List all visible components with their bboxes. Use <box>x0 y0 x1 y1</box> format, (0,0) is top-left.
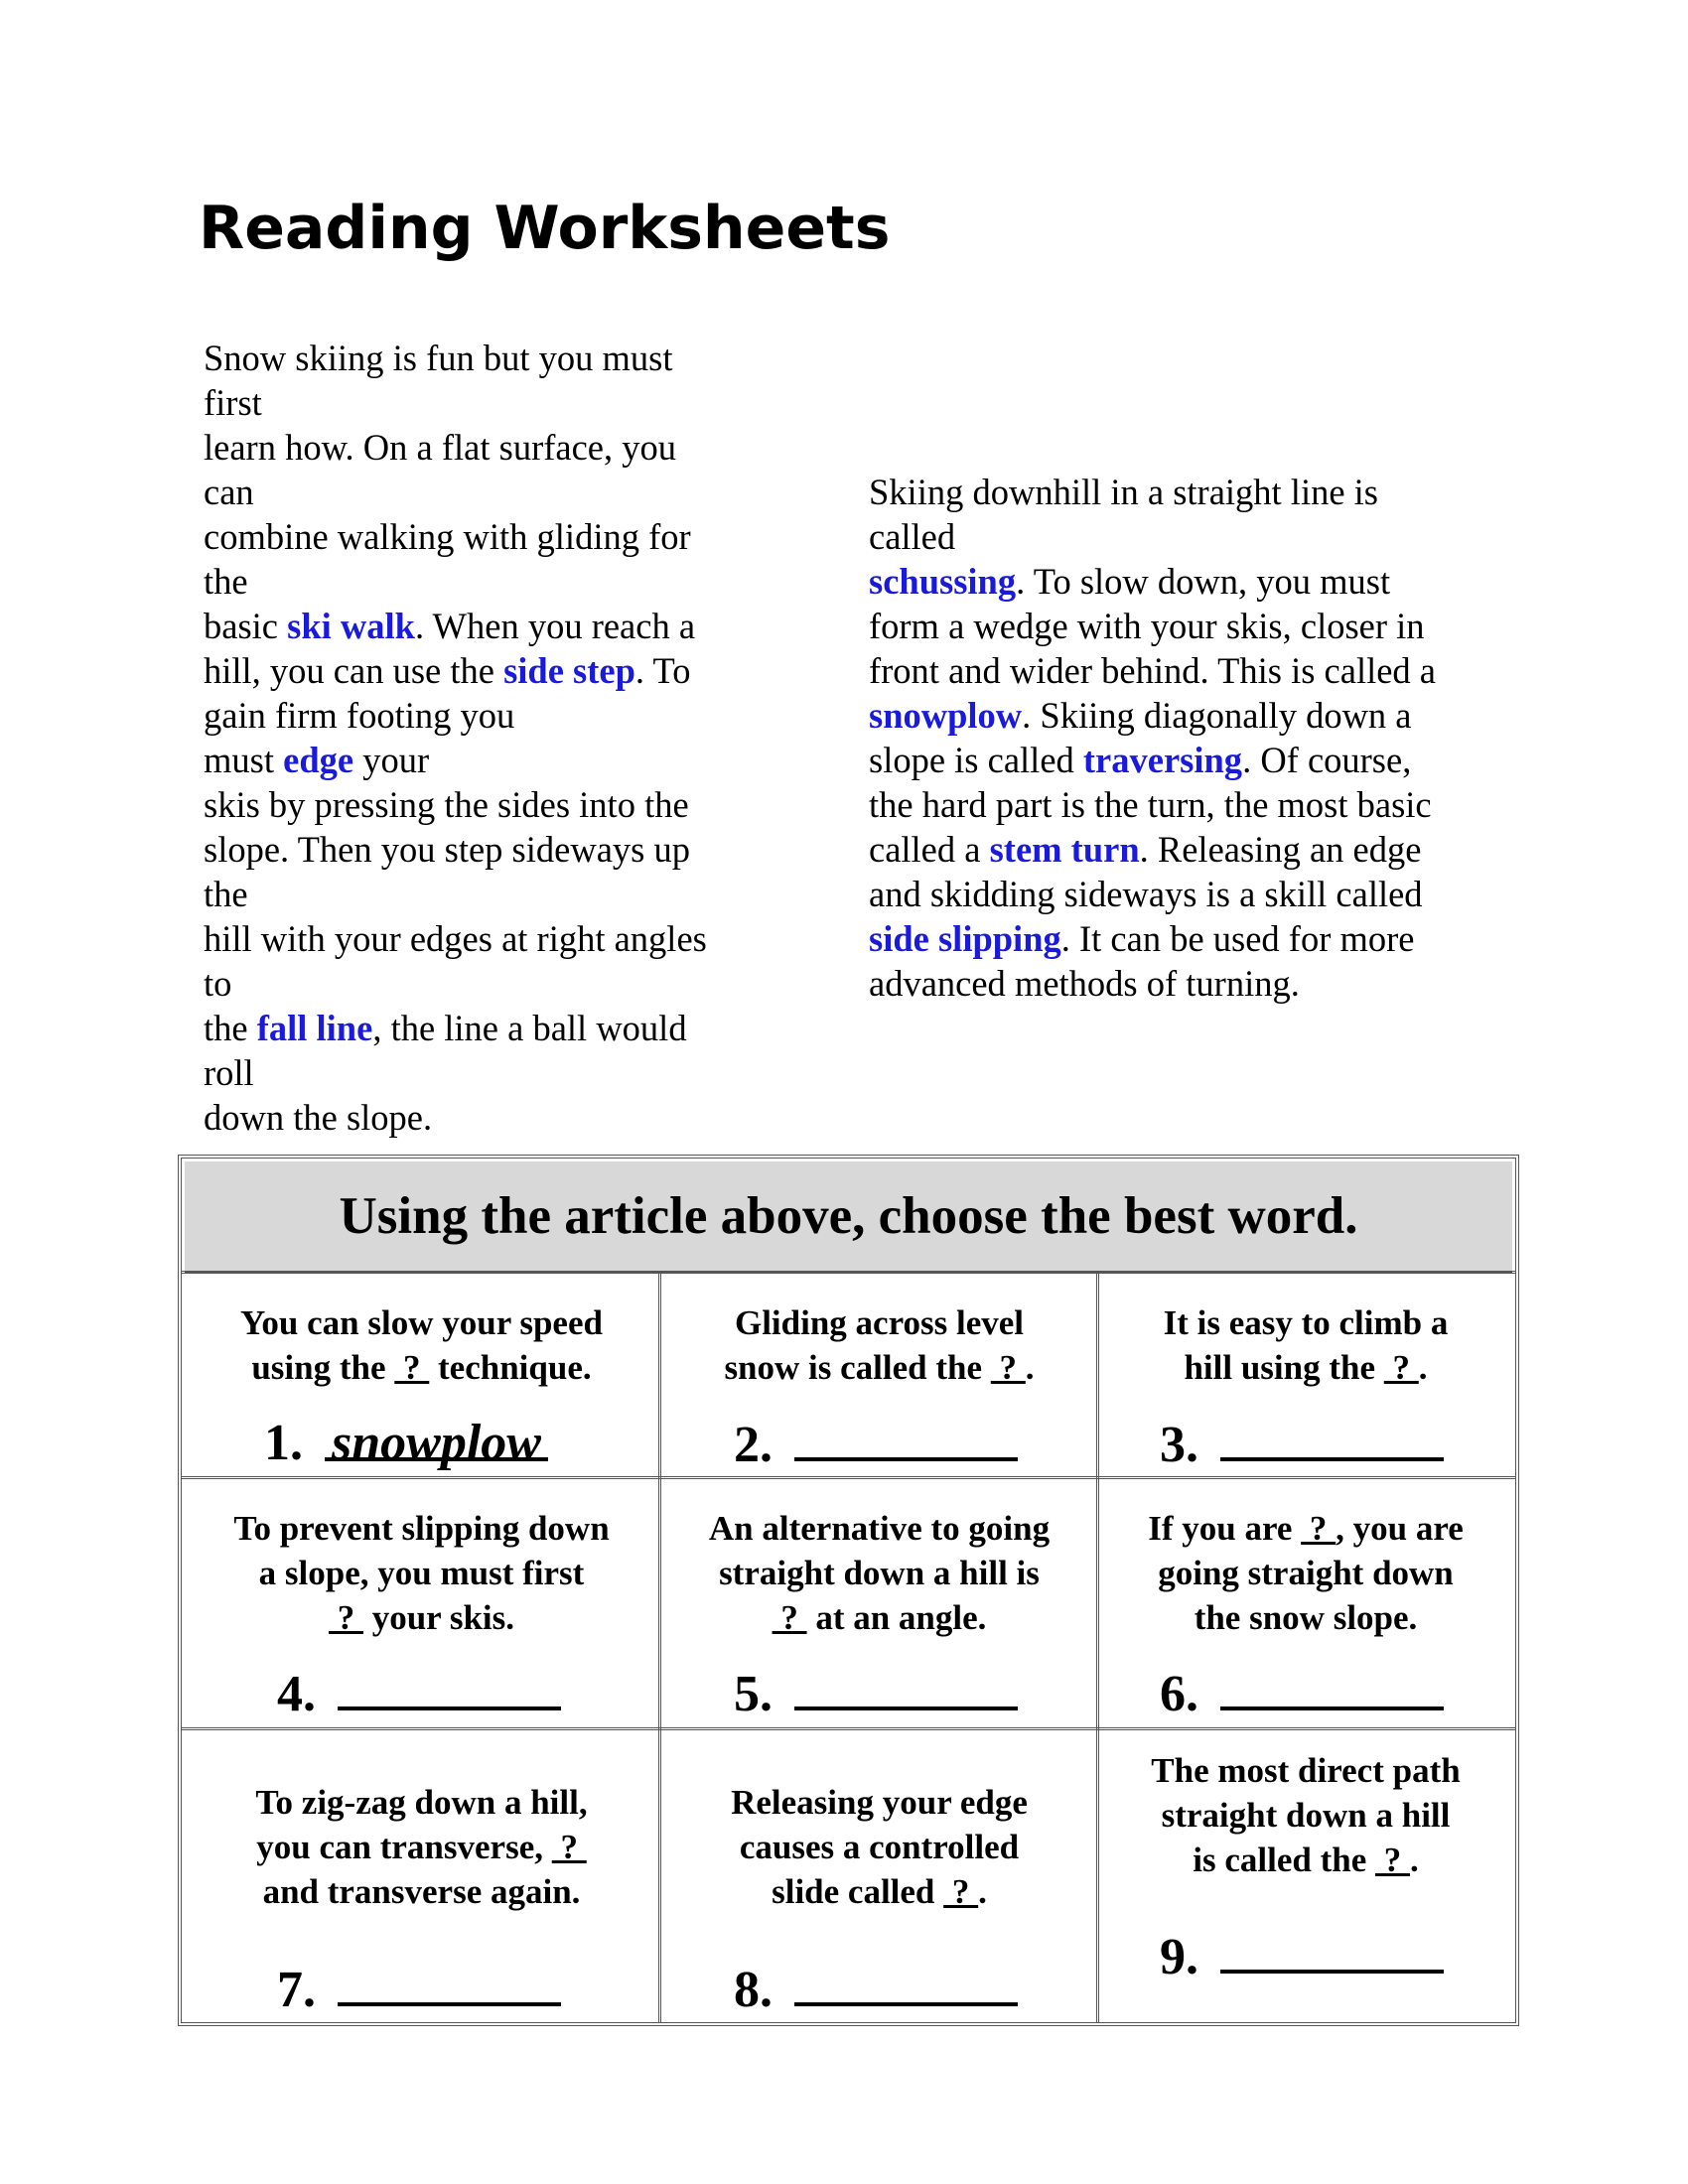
article-text: Skiing downhill in a straight line is <box>869 472 1379 512</box>
article-line <box>204 1095 760 1140</box>
answer-blank[interactable] <box>1220 1414 1444 1461</box>
article-text: . It can be used for more <box>1060 918 1415 959</box>
article-line <box>204 738 760 782</box>
question-fragment: is called the <box>1193 1841 1375 1879</box>
question-fragment: technique. <box>429 1348 592 1387</box>
answer-row <box>734 1959 1018 2020</box>
question-cell <box>662 1479 1096 1727</box>
question-blank: ? <box>1374 1841 1410 1879</box>
article-text: slope. Then you step sideways up <box>204 829 690 870</box>
question-number: 1. <box>264 1415 303 1471</box>
question-fragment: straight down a hill <box>1161 1796 1451 1835</box>
question-fragment: slide called <box>772 1872 944 1911</box>
question-text <box>185 1780 658 1914</box>
article-text: . To slow down, you must <box>1016 561 1391 602</box>
article-text: and skidding sideways is a skill called <box>869 874 1423 914</box>
question-cell <box>662 1730 1096 2022</box>
question-line <box>1100 1838 1511 1882</box>
question-fragment: straight down a hill is <box>719 1554 1040 1592</box>
question-line <box>1100 1595 1511 1640</box>
article-line <box>204 604 760 648</box>
question-blank: ? <box>394 1348 430 1387</box>
question-line <box>662 1345 1096 1390</box>
question-cell <box>662 1274 1096 1476</box>
question-cell <box>185 1730 658 2022</box>
article-line <box>204 872 760 916</box>
article-text: the <box>204 1008 257 1048</box>
article-line <box>869 470 1504 514</box>
answer-blank[interactable] <box>325 1414 548 1471</box>
article-text: . When you reach a <box>414 606 696 646</box>
question-fragment: using the <box>251 1348 395 1387</box>
answer-row <box>1160 1663 1444 1724</box>
answer-row <box>1160 1414 1444 1475</box>
question-fragment: at an angle. <box>806 1598 987 1637</box>
article-text: advanced methods of turning. <box>869 963 1300 1004</box>
answer-row <box>277 1959 561 2020</box>
question-cell <box>185 1479 658 1727</box>
article-line <box>869 961 1504 1006</box>
article-line <box>204 648 760 693</box>
article-text: must <box>204 740 284 780</box>
question-number: 5. <box>734 1666 773 1722</box>
article-text: slope is called <box>869 740 1083 780</box>
article-text: learn how. On a flat surface, you <box>204 427 676 468</box>
article-line <box>204 336 760 380</box>
question-fragment: snow is called the <box>724 1348 991 1387</box>
question-line <box>662 1595 1096 1640</box>
question-fragment: a slope, you must first <box>258 1554 585 1592</box>
article-text: . Releasing an edge <box>1139 829 1422 870</box>
question-blank: ? <box>1301 1509 1336 1548</box>
key-term: ski walk <box>287 606 415 646</box>
article-left-column <box>204 336 760 1140</box>
article-line <box>869 693 1504 738</box>
question-fragment: . <box>978 1872 987 1911</box>
article-line <box>204 380 760 425</box>
article-line <box>204 916 760 961</box>
question-line <box>1100 1748 1511 1793</box>
question-blank: ? <box>551 1828 587 1866</box>
key-term: side step <box>503 650 635 691</box>
question-line <box>662 1300 1096 1345</box>
article-text: front and wider behind. This is called a <box>869 650 1437 691</box>
question-text <box>662 1300 1096 1390</box>
question-number: 4. <box>277 1666 316 1722</box>
article-text: the <box>204 874 248 914</box>
question-fragment: , you are <box>1336 1509 1464 1548</box>
article-text: . To <box>634 650 691 691</box>
answer-row <box>734 1663 1018 1724</box>
question-fragment: . <box>1409 1841 1419 1879</box>
question-fragment: Gliding across level <box>734 1303 1025 1342</box>
question-line <box>1100 1345 1511 1390</box>
question-line <box>185 1595 658 1640</box>
question-blank: ? <box>943 1872 979 1911</box>
question-line <box>185 1506 658 1551</box>
answer-blank[interactable] <box>794 1959 1018 2006</box>
question-line <box>1100 1551 1511 1595</box>
question-fragment: To prevent slipping down <box>233 1509 610 1548</box>
question-fragment: causes a controlled <box>739 1828 1020 1866</box>
article-line <box>204 827 760 872</box>
article-right-column <box>869 470 1504 1006</box>
question-text <box>185 1300 658 1390</box>
question-cell <box>185 1274 658 1476</box>
question-line <box>662 1780 1096 1825</box>
question-cell <box>1100 1730 1511 2022</box>
article-text: can <box>204 472 254 512</box>
question-fragment: the snow slope. <box>1194 1598 1418 1637</box>
question-fragment: . <box>1418 1348 1428 1387</box>
question-number: 9. <box>1160 1929 1198 1985</box>
question-line <box>662 1506 1096 1551</box>
article-line <box>869 514 1504 559</box>
question-fragment: you can transverse, <box>256 1828 552 1866</box>
article-line <box>869 604 1504 648</box>
answer-blank[interactable] <box>338 1663 561 1710</box>
answer-row <box>264 1414 548 1473</box>
key-term: traversing <box>1082 740 1243 780</box>
question-text <box>1100 1748 1511 1882</box>
article-line <box>204 470 760 514</box>
article-text: basic <box>204 606 288 646</box>
question-cell <box>1100 1479 1511 1727</box>
question-number: 2. <box>734 1417 773 1473</box>
grid-divider <box>1096 1271 1099 2022</box>
key-term: schussing <box>869 561 1017 602</box>
question-line <box>185 1345 658 1390</box>
article-text: . Skiing diagonally down a <box>1022 695 1412 736</box>
question-fragment: your skis. <box>362 1598 515 1637</box>
question-cell <box>1100 1274 1511 1476</box>
key-term: edge <box>283 740 354 780</box>
grid-divider <box>658 1271 661 2022</box>
question-text <box>1100 1506 1511 1640</box>
article-text: first <box>204 382 262 423</box>
article-text: roll <box>204 1052 254 1093</box>
question-fragment: You can slow your speed <box>240 1303 603 1342</box>
question-number: 8. <box>734 1962 773 2018</box>
question-blank: ? <box>1383 1348 1419 1387</box>
question-blank: ? <box>772 1598 807 1637</box>
question-text <box>662 1780 1096 1914</box>
question-fragment: and transverse again. <box>262 1872 581 1911</box>
question-text <box>662 1506 1096 1640</box>
page-title: Reading Worksheets <box>199 194 891 263</box>
question-fragment: An alternative to going <box>708 1509 1051 1548</box>
question-line <box>185 1780 658 1825</box>
article-line <box>869 827 1504 872</box>
question-line <box>1100 1793 1511 1838</box>
article-text: down the slope. <box>204 1097 433 1138</box>
article-line <box>204 514 760 559</box>
question-line <box>662 1825 1096 1869</box>
article-text: to <box>204 963 232 1004</box>
article-line <box>204 693 760 738</box>
answer-blank[interactable] <box>794 1663 1018 1710</box>
answer-blank[interactable] <box>338 1959 561 2006</box>
question-number: 3. <box>1160 1417 1198 1473</box>
article-text: skis by pressing the sides into the <box>204 784 689 825</box>
article-text: called <box>869 516 956 557</box>
question-fragment: . <box>1025 1348 1035 1387</box>
article-text: form a wedge with your skis, closer in <box>869 606 1425 646</box>
question-line <box>185 1300 658 1345</box>
question-line <box>1100 1506 1511 1551</box>
key-term: snowplow <box>869 695 1023 736</box>
answer-blank[interactable] <box>1220 1926 1444 1974</box>
article-line <box>204 559 760 604</box>
answer-text: snowplow <box>332 1415 541 1471</box>
answer-blank[interactable] <box>794 1414 1018 1461</box>
question-fragment: Releasing your edge <box>731 1783 1028 1822</box>
question-line <box>662 1551 1096 1595</box>
article-text: the <box>204 561 248 602</box>
article-line <box>204 1050 760 1095</box>
article-text: gain firm footing you <box>204 695 515 736</box>
article-line <box>204 782 760 827</box>
key-term: fall line <box>256 1008 373 1048</box>
article-text: Snow skiing is fun but you must <box>204 338 673 378</box>
question-line <box>185 1551 658 1595</box>
question-fragment: going straight down <box>1158 1554 1454 1592</box>
article-text: called a <box>869 829 990 870</box>
question-number: 7. <box>277 1962 316 2018</box>
article-text: hill, you can use the <box>204 650 504 691</box>
article-text: , the line a ball would <box>372 1008 687 1048</box>
article-line <box>204 425 760 470</box>
question-text <box>185 1506 658 1640</box>
article-text: the hard part is the turn, the most basic <box>869 784 1432 825</box>
article-line <box>869 738 1504 782</box>
article-text: . Of course, <box>1242 740 1412 780</box>
key-term: stem turn <box>989 829 1140 870</box>
question-text <box>1100 1300 1511 1390</box>
article-line <box>869 648 1504 693</box>
article-text: combine walking with gliding for <box>204 516 691 557</box>
question-fragment: It is easy to climb a <box>1163 1303 1449 1342</box>
article-text: your <box>353 740 430 780</box>
question-fragment: The most direct path <box>1151 1751 1461 1790</box>
question-line <box>662 1869 1096 1914</box>
article-line <box>869 559 1504 604</box>
article-text: hill with your edges at right angles <box>204 918 707 959</box>
answer-row <box>734 1414 1018 1475</box>
question-fragment: If you are <box>1148 1509 1302 1548</box>
answer-row <box>1160 1926 1444 1987</box>
question-fragment: To zig-zag down a hill, <box>255 1783 588 1822</box>
article-line <box>869 916 1504 961</box>
quiz-header: Using the article above, choose the best word. <box>185 1161 1512 1273</box>
question-line <box>1100 1300 1511 1345</box>
question-blank: ? <box>328 1598 363 1637</box>
key-term: side slipping <box>869 918 1061 959</box>
question-line <box>185 1869 658 1914</box>
article-line <box>204 961 760 1006</box>
article-line <box>869 872 1504 916</box>
article-line <box>869 782 1504 827</box>
question-number: 6. <box>1160 1666 1198 1722</box>
question-line <box>185 1825 658 1869</box>
answer-row <box>277 1663 561 1724</box>
quiz-table <box>178 1155 1519 2026</box>
answer-blank[interactable] <box>1220 1663 1444 1710</box>
question-blank: ? <box>990 1348 1026 1387</box>
question-fragment: hill using the <box>1184 1348 1384 1387</box>
article-line <box>204 1006 760 1050</box>
